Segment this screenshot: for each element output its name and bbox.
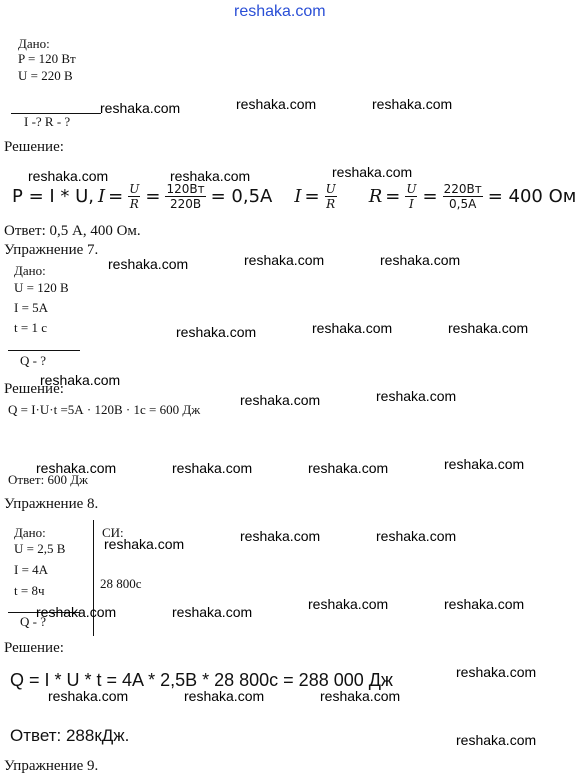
- given-time: t = 8ч: [14, 583, 45, 598]
- formula-current-symbol: I: [98, 185, 106, 207]
- given-header: Дано:: [14, 525, 46, 540]
- fraction-numerator: 220Вт: [443, 181, 482, 196]
- watermark: reshaka.com: [456, 664, 537, 680]
- si-header: СИ:: [102, 525, 124, 540]
- given-voltage: U = 120 В: [14, 280, 69, 295]
- fraction-denominator: R: [129, 196, 139, 211]
- formula-resistance-result: = 400 Ом: [487, 185, 576, 207]
- watermark: reshaka.com: [36, 460, 117, 476]
- given-current: I = 4А: [14, 562, 49, 577]
- watermark: reshaka.com: [308, 460, 389, 476]
- formula-equals: =: [145, 185, 161, 207]
- given-voltage: U = 220 В: [18, 68, 73, 83]
- site-watermark-top: reshaka.com: [234, 3, 326, 20]
- watermark: reshaka.com: [380, 252, 461, 268]
- given-header: Дано:: [14, 263, 46, 278]
- watermark: reshaka.com: [172, 604, 253, 620]
- fraction-u-over-i: [405, 182, 417, 211]
- formula-equals: =: [108, 185, 124, 207]
- fraction-denominator: 0,5А: [449, 196, 477, 211]
- formula-current-symbol: I: [294, 185, 302, 207]
- answer-text: Ответ: 0,5 А, 400 Ом.: [4, 223, 141, 239]
- formula-equals: =: [422, 185, 438, 207]
- given-voltage: U = 2,5 В: [14, 541, 66, 556]
- answer-text: Ответ: 288кДж.: [10, 726, 130, 745]
- watermark: reshaka.com: [236, 96, 317, 112]
- watermark: reshaka.com: [184, 688, 265, 704]
- watermark: reshaka.com: [40, 372, 121, 388]
- si-time-value: 28 800с: [100, 576, 142, 591]
- formula-current-result: = 0,5А: [210, 185, 273, 207]
- watermark: reshaka.com: [376, 528, 457, 544]
- watermark: reshaka.com: [448, 320, 529, 336]
- answer-text: Ответ: 600 Дж: [8, 472, 89, 487]
- watermark: reshaka.com: [104, 536, 185, 552]
- watermark: reshaka.com: [444, 596, 525, 612]
- fraction-numerator: U: [406, 181, 417, 196]
- given-power: P = 120 Вт: [18, 51, 76, 66]
- find-label: Q - ?: [20, 353, 46, 368]
- fraction-denominator: R: [326, 196, 336, 211]
- fraction-numerator: U: [129, 181, 140, 196]
- watermark: reshaka.com: [100, 100, 181, 116]
- fraction-numerator: U: [325, 181, 336, 196]
- fraction-power-over-current: [443, 182, 483, 211]
- watermark: reshaka.com: [372, 96, 453, 112]
- solution-label: Решение:: [4, 640, 64, 656]
- solution-formula: Q = I * U * t = 4A * 2,5B * 28 800c = 288 000 Дж: [10, 670, 393, 690]
- watermark: reshaka.com: [240, 528, 321, 544]
- fraction-numerator: 120Вт: [166, 181, 205, 196]
- watermark: reshaka.com: [376, 388, 457, 404]
- exercise-9-title: Упражнение 9.: [4, 758, 99, 774]
- watermark: reshaka.com: [308, 596, 389, 612]
- formula-power-definition: P = I * U,: [12, 185, 95, 207]
- watermark: reshaka.com: [244, 252, 325, 268]
- fraction-u-over-r: [128, 182, 140, 211]
- fraction-u-over-r: [325, 182, 337, 211]
- solution-label: Решение:: [4, 381, 64, 397]
- watermark: reshaka.com: [320, 688, 401, 704]
- watermark: reshaka.com: [36, 604, 117, 620]
- exercise-8-title: Упражнение 8.: [4, 496, 99, 512]
- watermark: reshaka.com: [240, 392, 321, 408]
- fraction-denominator: I: [409, 196, 414, 211]
- watermark: reshaka.com: [108, 256, 189, 272]
- solution-formula: [12, 178, 576, 214]
- formula-equals: =: [385, 185, 401, 207]
- watermark: reshaka.com: [28, 168, 109, 184]
- find-label: I -? R - ?: [24, 114, 71, 129]
- watermark: reshaka.com: [456, 732, 537, 748]
- given-divider: [8, 350, 80, 351]
- fraction-power-over-voltage: [165, 182, 205, 211]
- watermark: reshaka.com: [48, 688, 129, 704]
- fraction-denominator: 220В: [169, 196, 202, 211]
- watermark: reshaka.com: [172, 460, 253, 476]
- find-label: Q - ?: [20, 614, 46, 629]
- given-header: Дано:: [18, 36, 50, 51]
- given-time: t = 1 с: [14, 320, 47, 335]
- watermark: reshaka.com: [170, 168, 251, 184]
- solution-formula: Q = I·U·t =5А · 120В · 1с = 600 Дж: [8, 402, 201, 417]
- watermark: reshaka.com: [444, 456, 525, 472]
- solution-label: Решение:: [4, 139, 64, 155]
- exercise-7-title: Упражнение 7.: [4, 242, 99, 258]
- given-current: I = 5А: [14, 300, 49, 315]
- watermark: reshaka.com: [312, 320, 393, 336]
- watermark: reshaka.com: [332, 164, 413, 180]
- formula-equals: =: [304, 185, 320, 207]
- formula-resistance-symbol: R: [368, 185, 383, 207]
- watermark: reshaka.com: [176, 324, 257, 340]
